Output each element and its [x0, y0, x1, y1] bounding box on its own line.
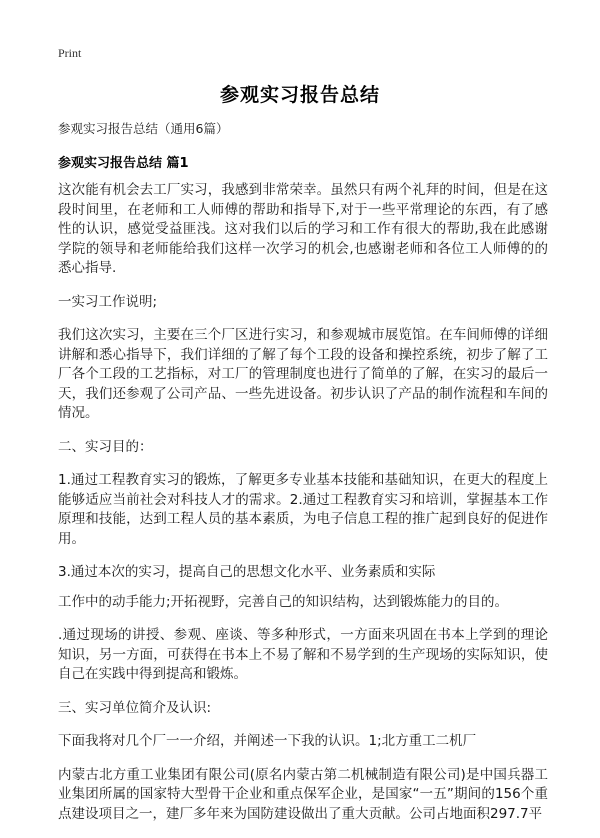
document-title: 参观实习报告总结	[219, 84, 380, 106]
document-body	[58, 181, 548, 838]
document-subtitle: 参观实习报告总结（通用6篇）	[58, 121, 229, 136]
paragraph: 我们这次实习，主要在三个厂区进行实习，和参观城市展览馆。在车间师傅的详细讲解和悉心指导下，我们详细的了解了每个工段的设备和操控系统，初步了解了工厂各个工段的工艺指标，对工厂的管理制度也进行了简单的了解，在实习的最后一天，我们还参观了公司产品、一些先进设备。初步认识了产品的制作流程和车间的情况。	[58, 327, 548, 421]
section-heading: 参观实习报告总结 篇1	[58, 156, 189, 171]
paragraph: 1.通过工程教育实习的锻炼，了解更多专业基本技能和基础知识，在更大的程度上能够适应当前社会对科技人才的需求。2.通过工程教育实习和培训，掌握基本工作原理和技能，达到工程人员的基本素质，为电子信息工程的推广起到良好的促进作用。	[58, 472, 548, 547]
paragraph: 3.通过本次的实习，提高自己的思想文化水平、业务素质和实际	[58, 564, 436, 580]
paragraph-heading: 三、实习单位简介及认识:	[58, 699, 212, 716]
paragraph: 下面我将对几个厂一一介绍，并阐述一下我的认识。1;北方重工二机厂	[58, 733, 477, 749]
print-link[interactable]: Print	[58, 46, 82, 60]
paragraph: 工作中的动手能力;开拓视野，完善自己的知识结构，达到锻炼能力的目的。	[58, 593, 509, 610]
paragraph: 这次能有机会去工厂实习，我感到非常荣幸。虽然只有两个礼拜的时间，但是在这段时间里，在老师和工人师傅的帮助和指导下,对于一些平常理论的东西，有了感性的认识，感觉受益匪浅。这对我们以后的学习和工作有很大的帮助,我在此感谢学院的领导和老师能给我们这样一次学习的机会,也感谢老师和各位工人师傅的的悉心指导.	[58, 182, 548, 276]
paragraph: 内蒙古北方重工业集团有限公司(原名内蒙古第二机械制造有限公司)是中国兵器工业集团所属的国家特大型骨干企业和重点保军企业，是国家“一五”期间的156个重点建设项目之一，建厂多年来为国防建设做出了重大贡献。公司占地面积297.7平	[58, 766, 548, 822]
paragraph: .通过现场的讲授、参观、座谈、等多种形式，一方面来巩固在书本上学到的理论知识，另一方面，可获得在书本上不易了解和不易学到的生产现场的实际知识，使自己在实践中得到提高和锻炼。	[58, 627, 548, 682]
paragraph-heading: 一实习工作说明;	[58, 293, 158, 310]
paragraph-heading: 二、实习目的：	[58, 438, 153, 455]
